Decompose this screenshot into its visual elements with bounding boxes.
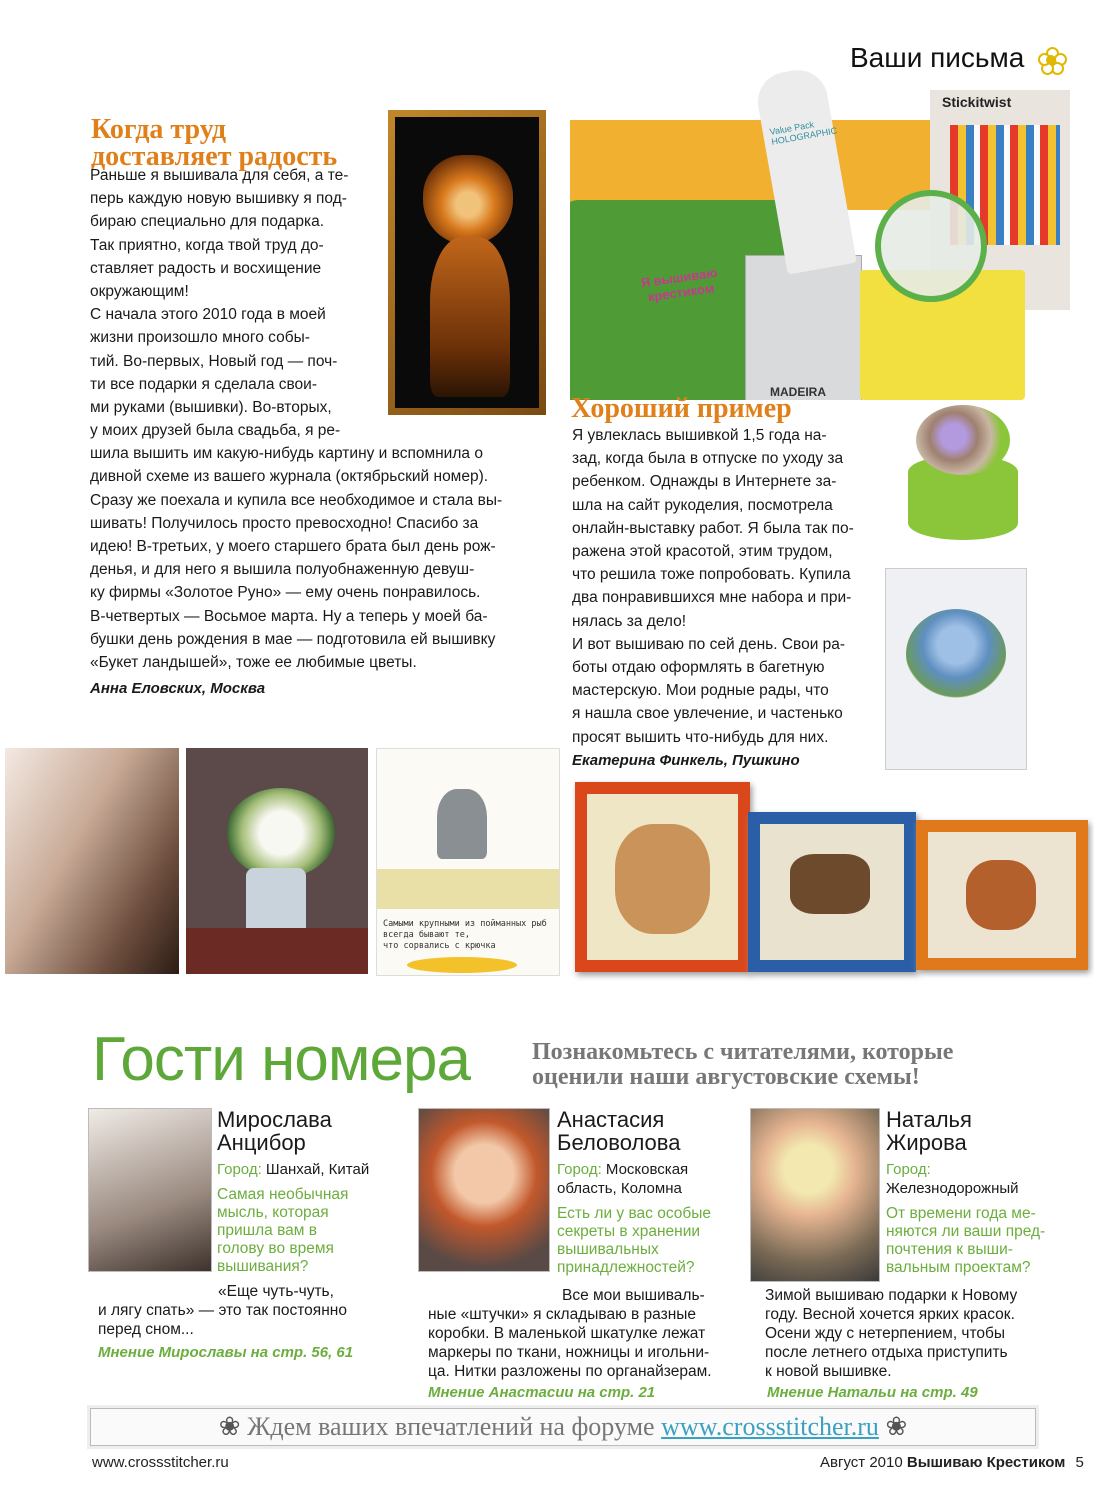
footer-magazine: Вышиваю Крестиком <box>906 1454 1066 1471</box>
tshirt-print: Я вышиваю крестиком <box>639 264 719 305</box>
letter2-signature: Екатерина Финкель, Пушкино <box>572 752 800 769</box>
guest2-opinion: Мнение Анастасии на стр. 21 <box>428 1384 656 1401</box>
forum-flower-right-icon: ❀ <box>885 1412 908 1441</box>
guest1-answer: «Еще чуть-чуть, и лягу спать» — это так постоянно перед сном... <box>98 1283 347 1338</box>
tiger-image <box>395 117 539 408</box>
lily-embroidery <box>885 568 1027 770</box>
letter2-body: Я увлеклась вышивкой 1,5 года на- зад, когда была в отпуске по уходу за ребенком. Однажды в Интернете за- шла на сайт рукоделия, посмотрела онлайн-выставку работ. Я была так по- ражена этой красотой, этим трудом, что решила тоже попробовать. Купила два понравившихся мне набора и при- нялась за дело! И вот вышиваю по сей день. Свои ра- боты отдаю оформлять в багетную мастерскую. Мои родные рады, что я нашла свое увлечение, и частенько просят вышить что-нибудь для них. <box>572 427 854 746</box>
guest3-name: Наталья Жирова <box>886 1107 972 1155</box>
flower-icon <box>1038 47 1064 73</box>
forum-banner <box>90 1408 1036 1446</box>
guest1-name: Мирослава Анцибор <box>217 1107 332 1155</box>
guests-intro: Познакомьтесь с читателями, которые оценили наши августовские схемы! <box>532 1039 954 1090</box>
letter1-signature: Анна Еловских, Москва <box>90 680 266 697</box>
teddy-frame <box>575 782 750 972</box>
needle-pack-brand: MADEIRA <box>770 385 826 399</box>
guest2-name: Анастасия Беловолова <box>557 1107 681 1155</box>
guest1-photo <box>88 1108 212 1272</box>
forum-link[interactable]: www.crossstitcher.ru <box>661 1412 879 1441</box>
guest1-city: Город: Шанхай, Китай <box>217 1161 370 1178</box>
page-number: 5 <box>1075 1454 1084 1471</box>
guest3-opinion: Мнение Натальи на стр. 49 <box>767 1384 978 1401</box>
guest3-photo <box>750 1108 880 1282</box>
guest3-question: От времени года ме- няются ли ваши пред- почтения к выши- вальным проектам? <box>886 1205 1046 1276</box>
forum-flower-left-icon: ❀ <box>218 1412 241 1441</box>
footer-issue: Август 2010 Вышиваю Крестиком 5 <box>820 1454 1084 1471</box>
lily-vase-embroidery <box>186 748 368 974</box>
forum-text: Ждем ваших впечатлений на форуме <box>247 1412 655 1441</box>
thread-pack-label: Value Pack HOLOGRAPHIC <box>768 119 838 147</box>
gift-products-photo <box>570 70 1070 400</box>
embroidery-hoop <box>875 190 987 302</box>
stickitwist-label: Stickitwist <box>942 94 1012 110</box>
letter2-title: Хороший пример <box>571 393 792 424</box>
letter1-body-wide: у моих друзей была свадьба, я ре- шила вышить им какую-нибудь картину и вспомнила о дивной схеме из вашего журнала (октябрьский номер). Сразу же поехала и купила все необходимое и стала вы- шивать! Получилось просто превосходно! Спасибо за идею! В-третьих, у моего старшего брата был день рож- денья, и для него я вышила полуобнаженную девуш- ку фирмы «Золотое Руно» — ему очень понравилось. В-четвертых — Восьмое марта. Ну а теперь у моей ба- бушки день рождения в мае — подготовила ей вышивку «Букет ландышей», тоже ее любимые цветы. <box>90 422 503 672</box>
cow-frame <box>748 812 916 972</box>
dog-frame <box>916 820 1088 970</box>
needle-pack <box>745 255 862 400</box>
guest2-city: Город: Московская область, Коломна <box>557 1161 689 1197</box>
guest2-photo <box>418 1108 550 1272</box>
section-title: Ваши письма <box>850 42 1025 73</box>
guest1-question: Самая необычная мысль, которая пришла вам в голову во время вышивания? <box>217 1186 349 1275</box>
green-box-photo <box>904 395 1024 550</box>
fishing-embroidery <box>376 748 560 976</box>
tiger-embroidery <box>388 110 546 415</box>
footer-site[interactable]: www.crossstitcher.ru <box>92 1454 229 1471</box>
fishing-caption: Самыми крупными из пойманных рыб всегда бывают те, что сорвались с крючка <box>383 919 547 951</box>
guest1-opinion: Мнение Мирославы на стр. 56, 61 <box>98 1344 354 1361</box>
letter1-title: Когда труд доставляет радость <box>91 114 338 172</box>
guest3-answer: Зимой вышиваю подарки к Новому году. Весной хочется ярких красок. Осени жду с нетерпением, чтобы после летнего отдыха приступить к новой вышивке. <box>765 1287 1018 1380</box>
guest2-answer: Все мои вышиваль- ные «штучки» я складываю в разные коробки. В маленькой шкатулке лежат маркеры по ткани, ножницы и игольни- ца. Нитки разложены по органайзерам. <box>428 1287 712 1380</box>
letter1-body-narrow: Раньше я вышивала для себя, а те- перь каждую новую вышивку я под- бираю специально для подарка. Так приятно, когда твой труд до- ставляет радость и восхищение окружающим! С начала этого 2010 года в моей жизни произошло много собы- тий. Во-первых, Новый год — поч- ти все подарки я сделала свои- ми руками (вышивки). Во-вторых, <box>90 167 349 417</box>
guest3-city: Город: Железнодорожный <box>886 1161 1019 1197</box>
guests-title: Гости номера <box>92 1025 470 1094</box>
guest2-question: Есть ли у вас особые секреты в хранении вышивальных принадлежностей? <box>557 1205 712 1276</box>
woman-embroidery <box>5 748 179 974</box>
